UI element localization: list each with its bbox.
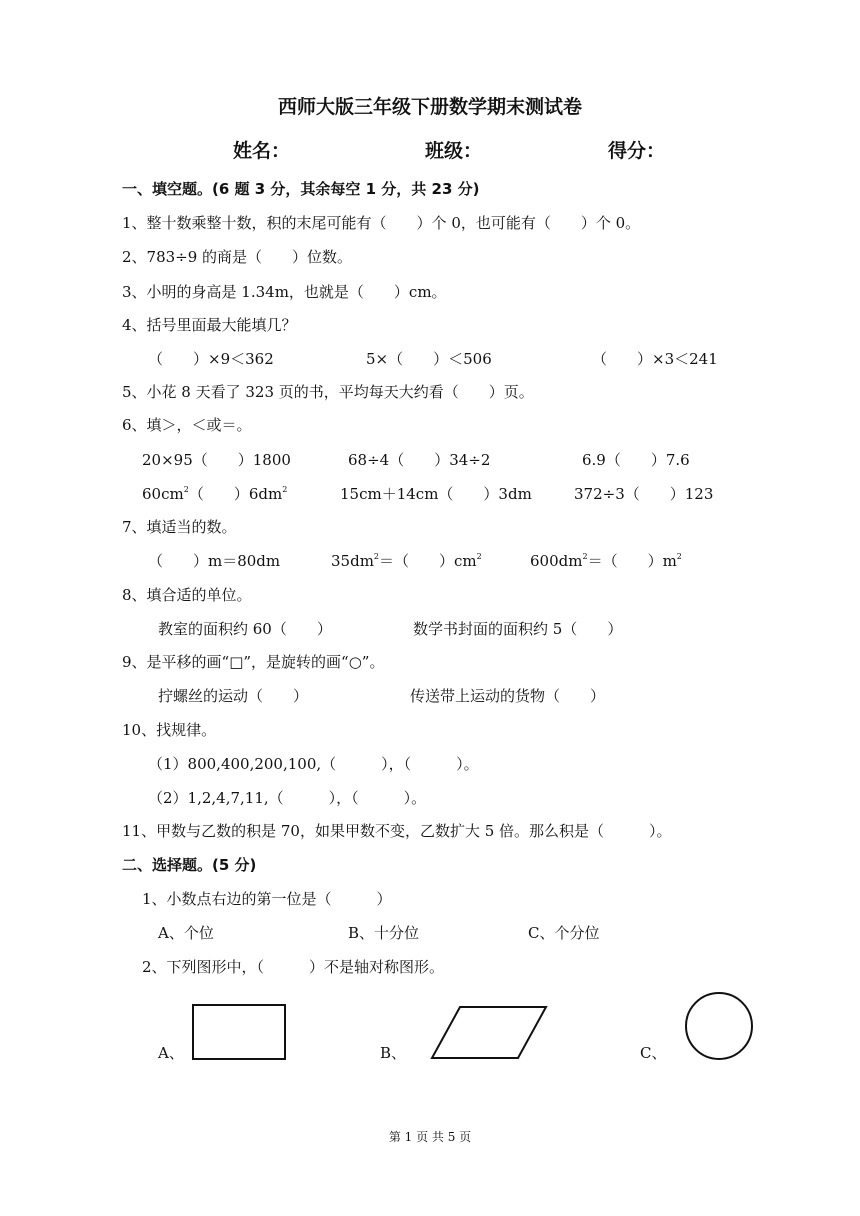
name-label: 姓名： xyxy=(233,140,291,162)
choice-2-option-a: A、 xyxy=(158,1044,184,1062)
question-6: 6、填＞，＜或＝。 xyxy=(122,416,252,434)
q6-row2-c: 372÷3（ ）123 xyxy=(574,485,714,503)
q6-row2-b: 15cm＋14cm（ ）3dm xyxy=(340,485,532,503)
question-7: 7、填适当的数。 xyxy=(122,518,237,536)
q6-row1-c: 6.9（ ）7.6 xyxy=(582,451,690,469)
q7-item-c: $600dm^2=$（ ）$m^2$ xyxy=(530,552,682,570)
question-9: 9、是平移的画“□”，是旋转的画“○”。 xyxy=(122,653,385,671)
q7-item-a: （ ）m＝80dm xyxy=(148,552,281,570)
question-11: 11、甲数与乙数的积是 70，如果甲数不变，乙数扩大 5 倍。那么积是（ ）。 xyxy=(122,822,672,840)
q6-row1-a: 20×95（ ）1800 xyxy=(142,451,291,469)
question-10: 10、找规律。 xyxy=(122,721,217,739)
score-label: 得分： xyxy=(608,140,666,162)
question-2: 2、783÷9 的商是（ ）位数。 xyxy=(122,248,353,266)
choice-2-option-c: C、 xyxy=(640,1044,667,1062)
choice-2-option-b: B、 xyxy=(380,1044,407,1062)
choice-question-1: 1、小数点右边的第一位是（ ） xyxy=(142,890,392,908)
question-4: 4、括号里面最大能填几？ xyxy=(122,316,297,334)
q10-item-1: （1）800,400,200,100,（ ），（ ）。 xyxy=(148,755,479,773)
rectangle-figure xyxy=(192,1004,286,1060)
section1-heading: 一、填空题。(6 题 3 分，其余每空 1 分，共 23 分) xyxy=(122,180,480,198)
choice-1-option-c: C、个分位 xyxy=(528,924,600,942)
parallelogram-figure xyxy=(430,1006,548,1060)
circle-figure xyxy=(684,991,754,1061)
q10-item-2: （2）1,2,4,7,11,（ ），（ ）。 xyxy=(148,789,427,807)
page-footer: 第 1 页 共 5 页 xyxy=(388,1130,472,1144)
question-5: 5、小花 8 天看了 323 页的书，平均每天大约看（ ）页。 xyxy=(122,383,534,401)
q8-item-b: 数学书封面的面积约 5（ ） xyxy=(413,620,623,638)
q6-row1-b: 68÷4（ ）34÷2 xyxy=(348,451,491,469)
choice-1-option-b: B、十分位 xyxy=(348,924,420,942)
q8-item-a: 教室的面积约 60（ ） xyxy=(158,620,332,638)
q4-item-a: （ ）×9＜362 xyxy=(148,350,274,368)
q4-item-b: 5×（ ）＜506 xyxy=(366,350,492,368)
choice-question-2: 2、下列图形中，（ ）不是轴对称图形。 xyxy=(142,958,445,976)
section2-heading: 二、选择题。(5 分) xyxy=(122,856,257,874)
choice-1-option-a: A、个位 xyxy=(158,924,214,942)
question-8: 8、填合适的单位。 xyxy=(122,586,252,604)
q9-item-a: 拧螺丝的运动（ ） xyxy=(158,687,309,705)
page-title: 西师大版三年级下册数学期末测试卷 xyxy=(277,96,582,118)
q9-item-b: 传送带上运动的货物（ ） xyxy=(410,687,606,705)
q4-item-c: （ ）×3＜241 xyxy=(592,350,718,368)
question-3: 3、小明的身高是 1.34m，也就是（ ）cm。 xyxy=(122,283,447,301)
q6-row2-a: $60cm^2$（ ）$6dm^2$ xyxy=(142,485,288,503)
q7-item-b: $35dm^2=$（ ）$cm^2$ xyxy=(331,552,482,570)
question-1: 1、整十数乘整十数，积的末尾可能有（ ）个 0，也可能有（ ）个 0。 xyxy=(122,214,641,232)
class-label: 班级： xyxy=(425,140,483,162)
